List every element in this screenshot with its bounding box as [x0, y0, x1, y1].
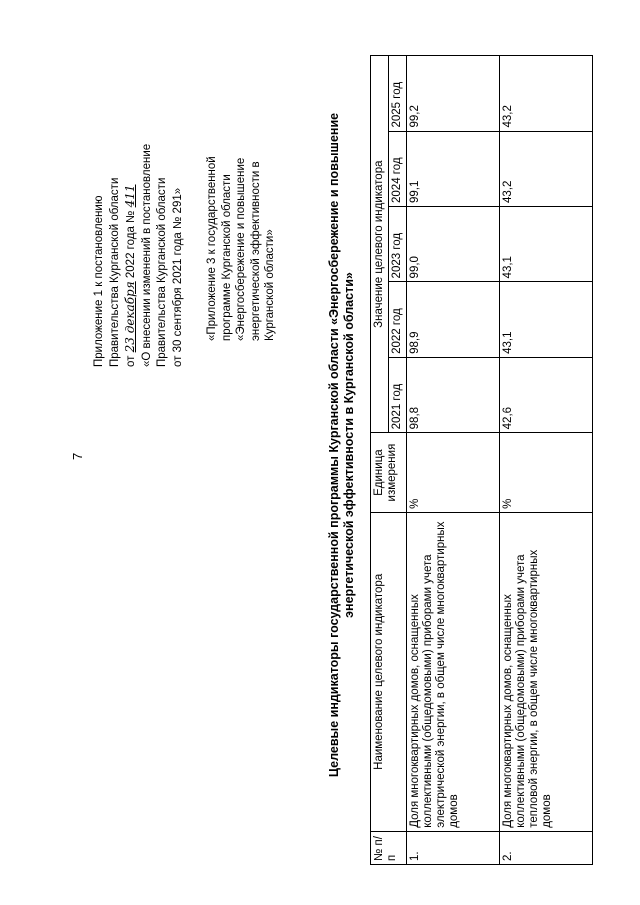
- header-name: Наименование целевого индикатора: [371, 512, 407, 831]
- cell-value: 43,1: [500, 206, 593, 281]
- appendix2-line: энергетической эффективности в: [249, 161, 262, 341]
- appendix2-line: программе Курганской области: [220, 174, 233, 341]
- table-row: [500, 56, 593, 865]
- cell-name: Доля многоквартирных домов, оснащенных коллективными (общедомовыми) приборами учета тепловой энергии, в общем числе многоквартирных домов: [500, 512, 593, 831]
- header-unit: Единица измерения: [371, 433, 407, 512]
- cell-name: Доля многоквартирных домов, оснащенных коллективными (общедомовыми) приборами учета электрической энергии, в общем числе многоквартирных домов: [407, 512, 500, 831]
- header-num: № п/п: [371, 831, 407, 864]
- handwritten-date: 23 декабря: [123, 281, 137, 353]
- cell-value: 99,0: [407, 206, 500, 281]
- page-number: 7: [70, 452, 85, 460]
- table-row: [407, 56, 500, 865]
- header-year: 2025 год: [389, 56, 407, 132]
- cell-value: 43,2: [500, 56, 593, 132]
- appendix-line: «О внесении изменений в постановление: [140, 143, 153, 367]
- cell-num: 2.: [500, 831, 593, 864]
- cell-unit: %: [500, 433, 593, 512]
- cell-value: 43,2: [500, 131, 593, 206]
- appendix-signature-line: [123, 144, 140, 367]
- cell-value: 98,8: [407, 357, 500, 432]
- cell-value: 99,2: [407, 56, 500, 132]
- appendix-block: [92, 144, 186, 367]
- cell-num: 1.: [407, 831, 500, 864]
- appendix2-line: «Энергосбережение и повышение: [235, 157, 247, 341]
- appendix-line: Приложение 1 к постановлению: [93, 195, 105, 367]
- title-line-1: Целевые индикаторы государственной программы Курганской области «Энергосбережение и повышение: [327, 112, 341, 778]
- appendix2-line: «Приложение 3 к государственной: [206, 156, 218, 341]
- cell-value: 98,9: [407, 282, 500, 357]
- appendix2-line: Курганской области»: [264, 229, 276, 341]
- cell-value: 43,1: [500, 282, 593, 357]
- indicators-table: [370, 55, 593, 865]
- header-value-group: Значение целевого индикатора: [371, 56, 389, 433]
- appendix2-block: [205, 156, 278, 341]
- table-header-row: [371, 56, 389, 865]
- appendix-line: от 30 сентября 2021 года № 291»: [171, 187, 184, 367]
- handwritten-number: 411: [123, 184, 137, 208]
- cell-value: 42,6: [500, 357, 593, 432]
- cell-unit: %: [407, 433, 500, 512]
- sig-mid: 2022 года №: [125, 210, 137, 279]
- header-year: 2022 год: [389, 282, 407, 357]
- sig-prefix: от: [125, 355, 137, 367]
- header-year: 2024 год: [389, 131, 407, 206]
- cell-value: 99,1: [407, 131, 500, 206]
- header-year: 2021 год: [389, 357, 407, 432]
- title-line-2: энергетической эффективности в Курганской области»: [342, 272, 356, 618]
- header-year: 2023 год: [389, 206, 407, 281]
- appendix-line: Правительства Курганской области: [156, 177, 168, 367]
- appendix-line: Правительства Курганской области: [108, 177, 121, 367]
- document-title: [327, 50, 357, 840]
